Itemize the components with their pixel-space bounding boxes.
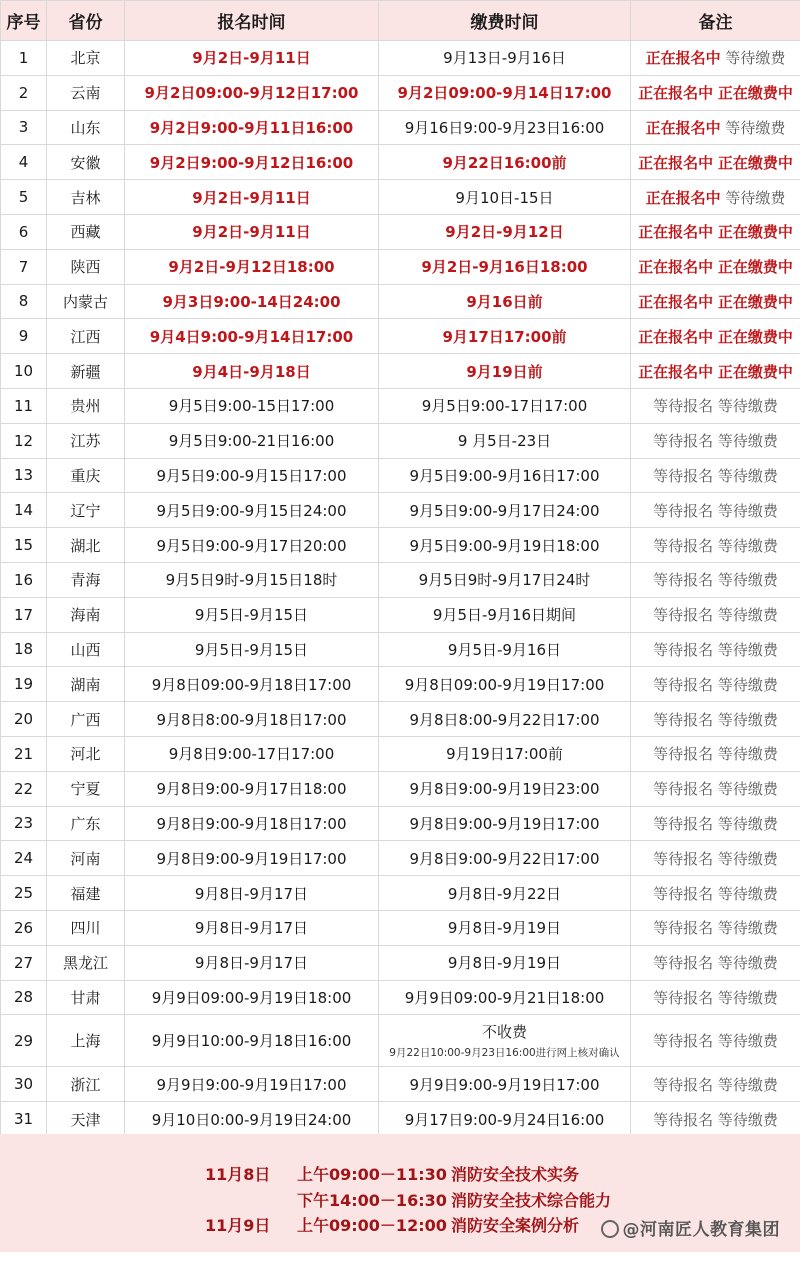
row-number: 5 bbox=[1, 180, 47, 215]
row-registration-time: 9月5日9:00-21日16:00 bbox=[125, 423, 379, 458]
row-number: 22 bbox=[1, 771, 47, 806]
registration-status: 正在报名中 bbox=[638, 362, 714, 381]
registration-status: 等待报名 bbox=[653, 884, 714, 903]
payment-status: 等待缴费 bbox=[717, 536, 778, 555]
row-payment-time: 9月8日8:00-9月22日17:00 bbox=[379, 702, 631, 737]
row-number: 24 bbox=[1, 841, 47, 876]
row-number: 18 bbox=[1, 632, 47, 667]
row-payment-time: 9月5日9:00-9月16日17:00 bbox=[379, 458, 631, 493]
table-row bbox=[1, 980, 800, 1015]
row-province: 河北 bbox=[47, 736, 125, 771]
row-remarks bbox=[631, 771, 800, 806]
registration-status: 等待报名 bbox=[653, 501, 714, 520]
row-number: 26 bbox=[1, 910, 47, 945]
table-row bbox=[1, 1067, 800, 1102]
row-province: 北京 bbox=[47, 41, 125, 76]
row-payment-time: 9月2日09:00-9月14日17:00 bbox=[379, 75, 631, 110]
row-registration-time: 9月5日9:00-9月15日24:00 bbox=[125, 493, 379, 528]
row-payment-time: 9月13日-9月16日 bbox=[379, 41, 631, 76]
row-remarks bbox=[631, 249, 800, 284]
row-remarks bbox=[631, 41, 800, 76]
row-registration-time: 9月2日09:00-9月12日17:00 bbox=[125, 75, 379, 110]
payment-status: 等待缴费 bbox=[717, 1110, 778, 1129]
payment-status: 等待缴费 bbox=[717, 1075, 778, 1094]
payment-status: 正在缴费中 bbox=[717, 362, 793, 381]
row-payment-time: 9月10日-15日 bbox=[379, 180, 631, 215]
registration-status: 等待报名 bbox=[653, 640, 714, 659]
row-remarks bbox=[631, 841, 800, 876]
row-number: 4 bbox=[1, 145, 47, 180]
row-payment-time: 9月8日-9月19日 bbox=[379, 945, 631, 980]
schedule-subject: 消防安全技术综合能力 bbox=[451, 1191, 612, 1210]
row-payment-time: 9月8日09:00-9月19日17:00 bbox=[379, 667, 631, 702]
payment-sub-text: 9月22日10:00-9月23日16:00进行网上核对确认 bbox=[389, 1047, 620, 1060]
registration-status: 等待报名 bbox=[653, 988, 714, 1007]
row-province: 贵州 bbox=[47, 388, 125, 423]
registration-status: 正在报名中 bbox=[638, 84, 714, 103]
payment-status: 等待缴费 bbox=[717, 780, 778, 799]
row-registration-time: 9月8日9:00-9月18日17:00 bbox=[125, 806, 379, 841]
payment-status: 等待缴费 bbox=[717, 675, 778, 694]
row-province: 海南 bbox=[47, 597, 125, 632]
row-remarks bbox=[631, 458, 800, 493]
row-remarks bbox=[631, 1067, 800, 1102]
row-province: 西藏 bbox=[47, 214, 125, 249]
row-registration-time: 9月8日09:00-9月18日17:00 bbox=[125, 667, 379, 702]
row-province: 吉林 bbox=[47, 180, 125, 215]
row-payment-time: 9月19日17:00前 bbox=[379, 736, 631, 771]
row-payment-time: 9月8日-9月22日 bbox=[379, 876, 631, 911]
row-registration-time: 9月3日9:00-14日24:00 bbox=[125, 284, 379, 319]
row-payment-time: 9月16日前 bbox=[379, 284, 631, 319]
payment-status: 正在缴费中 bbox=[717, 292, 793, 311]
table-row bbox=[1, 493, 800, 528]
payment-status: 等待缴费 bbox=[717, 466, 778, 485]
row-remarks bbox=[631, 736, 800, 771]
row-payment-time: 9 月5日-23日 bbox=[379, 423, 631, 458]
registration-status: 等待报名 bbox=[653, 606, 714, 625]
registration-status: 正在报名中 bbox=[645, 49, 721, 68]
registration-status: 等待报名 bbox=[653, 397, 714, 416]
payment-status: 正在缴费中 bbox=[717, 153, 793, 172]
registration-status: 等待报名 bbox=[653, 745, 714, 764]
row-registration-time: 9月2日-9月11日 bbox=[125, 41, 379, 76]
row-province: 广西 bbox=[47, 702, 125, 737]
row-remarks bbox=[631, 75, 800, 110]
row-remarks bbox=[631, 284, 800, 319]
row-province: 陕西 bbox=[47, 249, 125, 284]
registration-status: 等待报名 bbox=[653, 571, 714, 590]
row-registration-time: 9月4日9:00-9月14日17:00 bbox=[125, 319, 379, 354]
row-number: 11 bbox=[1, 388, 47, 423]
registration-status: 正在报名中 bbox=[638, 327, 714, 346]
schedule-date: 11月8日 bbox=[205, 1165, 271, 1184]
row-number: 7 bbox=[1, 249, 47, 284]
row-number: 29 bbox=[1, 1015, 47, 1067]
schedule-time: 上午09:00－11:30 bbox=[297, 1165, 447, 1184]
table-row bbox=[1, 597, 800, 632]
row-payment-time: 9月16日9:00-9月23日16:00 bbox=[379, 110, 631, 145]
row-remarks bbox=[631, 214, 800, 249]
row-registration-time: 9月8日8:00-9月18日17:00 bbox=[125, 702, 379, 737]
row-number: 1 bbox=[1, 41, 47, 76]
registration-status: 等待报名 bbox=[653, 1075, 714, 1094]
row-payment-time: 9月5日-9月16日 bbox=[379, 632, 631, 667]
header-registration-time: 报名时间 bbox=[125, 1, 379, 41]
registration-status: 等待报名 bbox=[653, 432, 714, 451]
table-row bbox=[1, 388, 800, 423]
row-payment-time: 9月5日9:00-9月17日24:00 bbox=[379, 493, 631, 528]
row-number: 12 bbox=[1, 423, 47, 458]
row-remarks bbox=[631, 806, 800, 841]
schedule-subject: 消防安全技术实务 bbox=[451, 1165, 580, 1184]
row-number: 20 bbox=[1, 702, 47, 737]
table-row bbox=[1, 75, 800, 110]
table-row bbox=[1, 771, 800, 806]
row-payment-time bbox=[379, 1015, 631, 1067]
row-number: 14 bbox=[1, 493, 47, 528]
row-registration-time: 9月2日9:00-9月11日16:00 bbox=[125, 110, 379, 145]
row-remarks bbox=[631, 1015, 800, 1067]
row-province: 云南 bbox=[47, 75, 125, 110]
row-payment-time: 9月5日9:00-9月19日18:00 bbox=[379, 528, 631, 563]
table-row bbox=[1, 876, 800, 911]
row-province: 福建 bbox=[47, 876, 125, 911]
payment-status: 正在缴费中 bbox=[717, 84, 793, 103]
registration-status: 等待报名 bbox=[653, 1110, 714, 1129]
row-payment-time: 9月2日-9月12日 bbox=[379, 214, 631, 249]
table-row bbox=[1, 910, 800, 945]
payment-status: 等待缴费 bbox=[725, 49, 786, 68]
row-remarks bbox=[631, 876, 800, 911]
row-number: 3 bbox=[1, 110, 47, 145]
row-registration-time: 9月5日-9月15日 bbox=[125, 632, 379, 667]
row-remarks bbox=[631, 354, 800, 389]
payment-status: 正在缴费中 bbox=[717, 223, 793, 242]
registration-status: 等待报名 bbox=[653, 536, 714, 555]
table-row bbox=[1, 632, 800, 667]
row-registration-time: 9月8日-9月17日 bbox=[125, 876, 379, 911]
payment-status: 等待缴费 bbox=[725, 118, 786, 137]
row-payment-time: 9月9日9:00-9月19日17:00 bbox=[379, 1067, 631, 1102]
payment-status: 等待缴费 bbox=[717, 571, 778, 590]
table-row bbox=[1, 41, 800, 76]
row-registration-time: 9月2日-9月11日 bbox=[125, 214, 379, 249]
row-province: 上海 bbox=[47, 1015, 125, 1067]
row-province: 黑龙江 bbox=[47, 945, 125, 980]
payment-status: 等待缴费 bbox=[717, 397, 778, 416]
row-remarks bbox=[631, 1102, 800, 1137]
row-registration-time: 9月2日9:00-9月12日16:00 bbox=[125, 145, 379, 180]
row-province: 江苏 bbox=[47, 423, 125, 458]
row-payment-time: 9月22日16:00前 bbox=[379, 145, 631, 180]
row-remarks bbox=[631, 388, 800, 423]
registration-status: 等待报名 bbox=[653, 849, 714, 868]
registration-status: 正在报名中 bbox=[638, 153, 714, 172]
table-row bbox=[1, 806, 800, 841]
schedule-time: 下午14:00－16:30 bbox=[297, 1191, 447, 1210]
table-row bbox=[1, 110, 800, 145]
row-province: 河南 bbox=[47, 841, 125, 876]
row-number: 9 bbox=[1, 319, 47, 354]
row-province: 青海 bbox=[47, 562, 125, 597]
registration-status: 等待报名 bbox=[653, 919, 714, 938]
registration-status: 等待报名 bbox=[653, 710, 714, 729]
payment-status: 等待缴费 bbox=[717, 919, 778, 938]
row-province: 重庆 bbox=[47, 458, 125, 493]
schedule-date: 11月9日 bbox=[205, 1216, 271, 1235]
table-row bbox=[1, 284, 800, 319]
payment-status: 等待缴费 bbox=[717, 606, 778, 625]
row-registration-time: 9月8日9:00-9月19日17:00 bbox=[125, 841, 379, 876]
registration-status: 正在报名中 bbox=[638, 292, 714, 311]
row-payment-time: 9月5日-9月16日期间 bbox=[379, 597, 631, 632]
row-remarks bbox=[631, 180, 800, 215]
row-payment-time: 9月8日-9月19日 bbox=[379, 910, 631, 945]
row-number: 13 bbox=[1, 458, 47, 493]
row-registration-time: 9月2日-9月12日18:00 bbox=[125, 249, 379, 284]
header-payment-time: 缴费时间 bbox=[379, 1, 631, 41]
table-row bbox=[1, 214, 800, 249]
row-province: 广东 bbox=[47, 806, 125, 841]
row-province: 湖南 bbox=[47, 667, 125, 702]
schedule-time: 上午09:00－12:00 bbox=[297, 1216, 447, 1235]
row-province: 新疆 bbox=[47, 354, 125, 389]
row-registration-time: 9月2日-9月11日 bbox=[125, 180, 379, 215]
table-row bbox=[1, 562, 800, 597]
registration-status: 等待报名 bbox=[653, 780, 714, 799]
row-registration-time: 9月4日-9月18日 bbox=[125, 354, 379, 389]
registration-status: 等待报名 bbox=[653, 466, 714, 485]
payment-status: 等待缴费 bbox=[717, 954, 778, 973]
table-row bbox=[1, 354, 800, 389]
row-remarks bbox=[631, 562, 800, 597]
payment-status: 等待缴费 bbox=[717, 988, 778, 1007]
row-number: 15 bbox=[1, 528, 47, 563]
row-number: 30 bbox=[1, 1067, 47, 1102]
row-province: 浙江 bbox=[47, 1067, 125, 1102]
row-province: 辽宁 bbox=[47, 493, 125, 528]
registration-status: 正在报名中 bbox=[645, 188, 721, 207]
row-province: 山西 bbox=[47, 632, 125, 667]
row-province: 山东 bbox=[47, 110, 125, 145]
table-row bbox=[1, 945, 800, 980]
row-remarks bbox=[631, 423, 800, 458]
row-remarks bbox=[631, 632, 800, 667]
row-province: 内蒙古 bbox=[47, 284, 125, 319]
watermark-text: @河南匠人教育集团 bbox=[622, 1220, 780, 1240]
table-header-row bbox=[1, 1, 800, 41]
row-registration-time: 9月5日9:00-9月15日17:00 bbox=[125, 458, 379, 493]
payment-status: 等待缴费 bbox=[717, 640, 778, 659]
row-remarks bbox=[631, 597, 800, 632]
row-payment-time: 9月5日9时-9月17日24时 bbox=[379, 562, 631, 597]
row-registration-time: 9月5日9:00-15日17:00 bbox=[125, 388, 379, 423]
row-payment-time: 9月8日9:00-9月22日17:00 bbox=[379, 841, 631, 876]
registration-status: 正在报名中 bbox=[638, 223, 714, 242]
row-registration-time: 9月9日09:00-9月19日18:00 bbox=[125, 980, 379, 1015]
table-row bbox=[1, 841, 800, 876]
row-registration-time: 9月8日9:00-17日17:00 bbox=[125, 736, 379, 771]
registration-status: 等待报名 bbox=[653, 954, 714, 973]
row-number: 31 bbox=[1, 1102, 47, 1137]
row-number: 8 bbox=[1, 284, 47, 319]
row-payment-time: 9月9日09:00-9月21日18:00 bbox=[379, 980, 631, 1015]
row-remarks bbox=[631, 910, 800, 945]
table-body bbox=[1, 41, 800, 1137]
row-payment-time: 9月19日前 bbox=[379, 354, 631, 389]
table-row bbox=[1, 1102, 800, 1137]
row-province: 甘肃 bbox=[47, 980, 125, 1015]
payment-status: 正在缴费中 bbox=[717, 327, 793, 346]
payment-status: 等待缴费 bbox=[717, 1032, 778, 1051]
row-remarks bbox=[631, 980, 800, 1015]
payment-status: 等待缴费 bbox=[717, 501, 778, 520]
row-province: 宁夏 bbox=[47, 771, 125, 806]
schedule-row bbox=[0, 1162, 800, 1188]
table-row bbox=[1, 249, 800, 284]
row-remarks bbox=[631, 702, 800, 737]
table-row bbox=[1, 180, 800, 215]
row-payment-time: 9月8日9:00-9月19日17:00 bbox=[379, 806, 631, 841]
row-number: 27 bbox=[1, 945, 47, 980]
watermark-logo-icon bbox=[601, 1220, 619, 1238]
table-row bbox=[1, 423, 800, 458]
row-registration-time: 9月5日-9月15日 bbox=[125, 597, 379, 632]
row-payment-time: 9月2日-9月16日18:00 bbox=[379, 249, 631, 284]
payment-status: 正在缴费中 bbox=[717, 258, 793, 277]
row-payment-time: 9月17日9:00-9月24日16:00 bbox=[379, 1102, 631, 1137]
table-row bbox=[1, 528, 800, 563]
row-number: 2 bbox=[1, 75, 47, 110]
row-registration-time: 9月8日-9月17日 bbox=[125, 945, 379, 980]
row-payment-time: 9月17日17:00前 bbox=[379, 319, 631, 354]
row-number: 6 bbox=[1, 214, 47, 249]
row-remarks bbox=[631, 110, 800, 145]
row-registration-time: 9月9日10:00-9月18日16:00 bbox=[125, 1015, 379, 1067]
row-registration-time: 9月5日9:00-9月17日20:00 bbox=[125, 528, 379, 563]
registration-status: 等待报名 bbox=[653, 1032, 714, 1051]
schedule-row bbox=[0, 1188, 800, 1214]
payment-main-text: 不收费 bbox=[481, 1023, 527, 1042]
row-remarks bbox=[631, 493, 800, 528]
row-payment-time: 9月5日9:00-17日17:00 bbox=[379, 388, 631, 423]
header-no: 序号 bbox=[1, 1, 47, 41]
row-remarks bbox=[631, 528, 800, 563]
row-number: 10 bbox=[1, 354, 47, 389]
payment-status: 等待缴费 bbox=[725, 188, 786, 207]
row-remarks bbox=[631, 145, 800, 180]
registration-status: 等待报名 bbox=[653, 675, 714, 694]
row-number: 19 bbox=[1, 667, 47, 702]
row-registration-time: 9月10日0:00-9月19日24:00 bbox=[125, 1102, 379, 1137]
table-row bbox=[1, 702, 800, 737]
row-province: 安徽 bbox=[47, 145, 125, 180]
row-number: 16 bbox=[1, 562, 47, 597]
row-number: 23 bbox=[1, 806, 47, 841]
header-province: 省份 bbox=[47, 1, 125, 41]
row-number: 21 bbox=[1, 736, 47, 771]
row-province: 江西 bbox=[47, 319, 125, 354]
row-remarks bbox=[631, 667, 800, 702]
payment-status: 等待缴费 bbox=[717, 884, 778, 903]
table-row bbox=[1, 458, 800, 493]
row-province: 天津 bbox=[47, 1102, 125, 1137]
row-province: 四川 bbox=[47, 910, 125, 945]
table-row bbox=[1, 145, 800, 180]
table-row bbox=[1, 1015, 800, 1067]
row-registration-time: 9月9日9:00-9月19日17:00 bbox=[125, 1067, 379, 1102]
table-row bbox=[1, 667, 800, 702]
schedule-subject: 消防安全案例分析 bbox=[451, 1216, 580, 1235]
payment-status: 等待缴费 bbox=[717, 710, 778, 729]
header-remarks: 备注 bbox=[631, 1, 800, 41]
payment-status: 等待缴费 bbox=[717, 432, 778, 451]
row-province: 湖北 bbox=[47, 528, 125, 563]
row-number: 28 bbox=[1, 980, 47, 1015]
registration-status: 正在报名中 bbox=[638, 258, 714, 277]
row-payment-time: 9月8日9:00-9月19日23:00 bbox=[379, 771, 631, 806]
table-row bbox=[1, 736, 800, 771]
row-number: 17 bbox=[1, 597, 47, 632]
row-number: 25 bbox=[1, 876, 47, 911]
row-remarks bbox=[631, 319, 800, 354]
row-registration-time: 9月8日9:00-9月17日18:00 bbox=[125, 771, 379, 806]
payment-status: 等待缴费 bbox=[717, 745, 778, 764]
table-row bbox=[1, 319, 800, 354]
row-registration-time: 9月8日-9月17日 bbox=[125, 910, 379, 945]
watermark bbox=[601, 1215, 781, 1240]
registration-status: 正在报名中 bbox=[645, 118, 721, 137]
row-registration-time: 9月5日9时-9月15日18时 bbox=[125, 562, 379, 597]
payment-status: 等待缴费 bbox=[717, 814, 778, 833]
registration-status: 等待报名 bbox=[653, 814, 714, 833]
row-remarks bbox=[631, 945, 800, 980]
payment-status: 等待缴费 bbox=[717, 849, 778, 868]
